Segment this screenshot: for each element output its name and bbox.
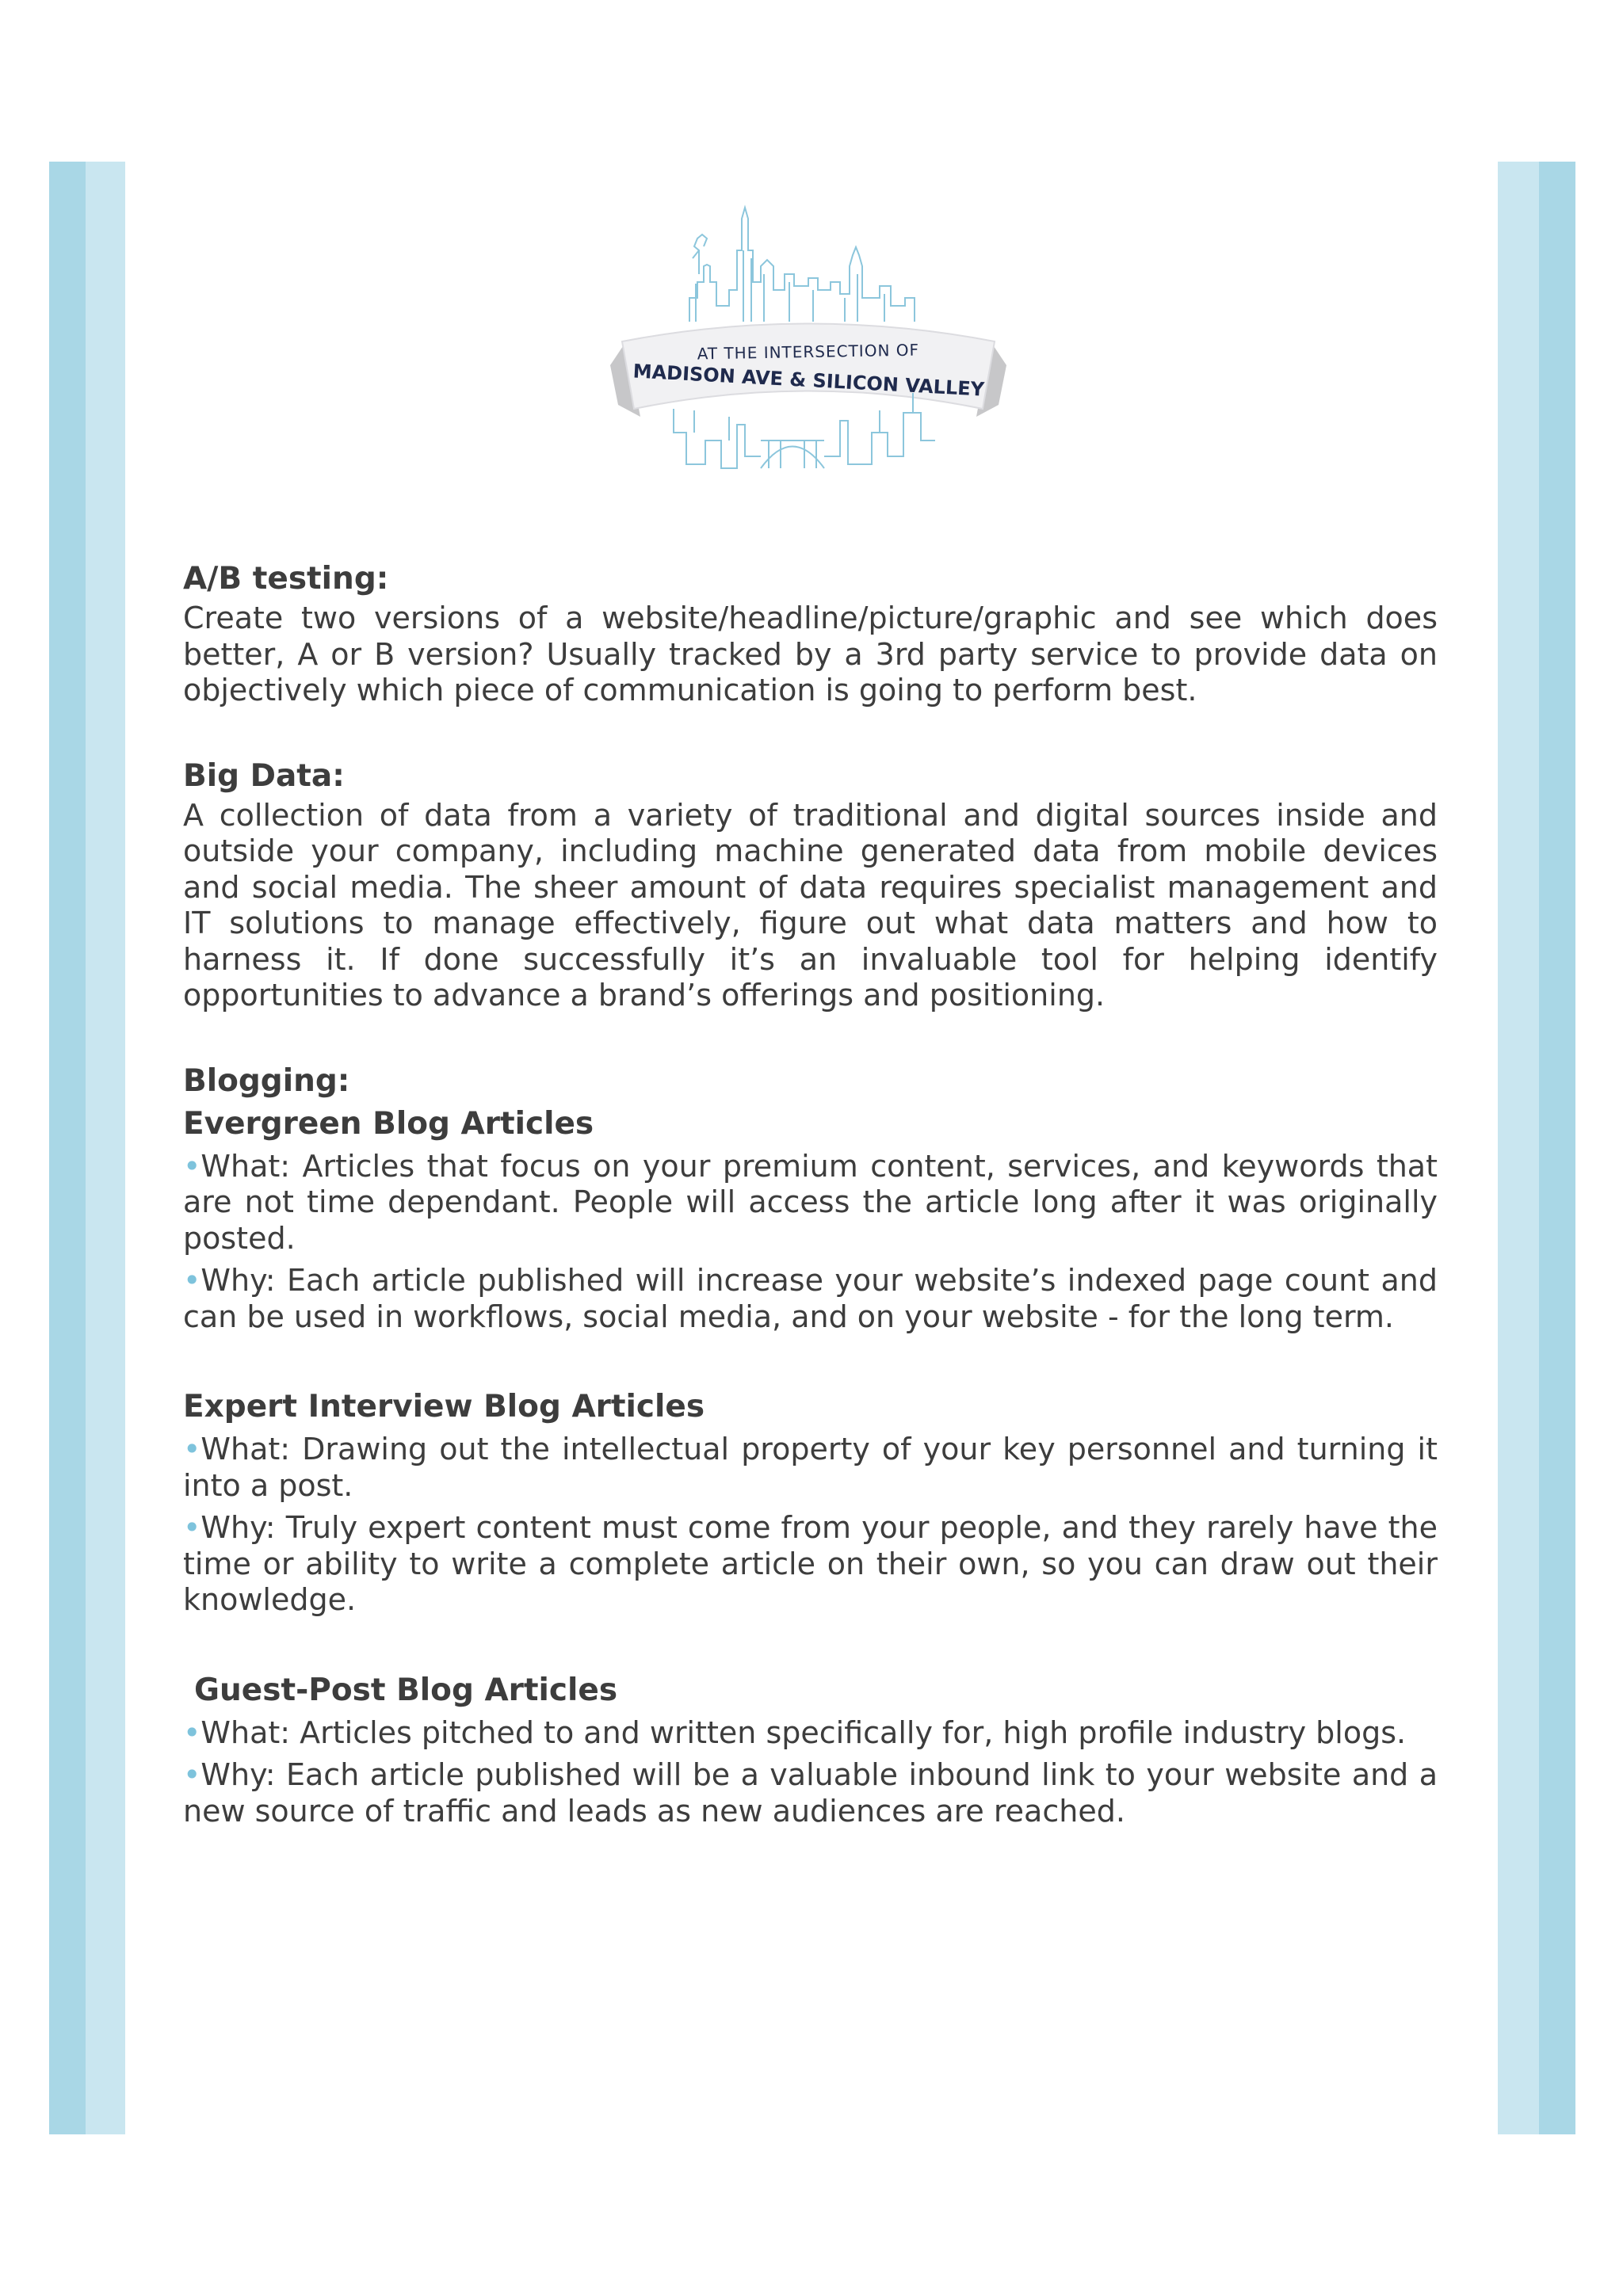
ab-testing-heading: A/B testing: (183, 561, 389, 597)
blogging-heading: Blogging: (183, 1062, 350, 1099)
bullet-icon: • (183, 1432, 201, 1466)
bullet-icon: • (183, 1714, 201, 1750)
big-data-body: A collection of data from a variety of traditional and digital sources inside and outside your company, including machine generated data from mobile devices and social media. The sheer amount of data requires specialist management and IT solutions to manage effectively, figure out what data matters and how to harness it. If done successfully it’s an invaluable tool for helping identify opportunities to advance a brand’s offerings and positioning. (183, 797, 1438, 1013)
left-stripe-inner (86, 162, 125, 2134)
right-stripe-inner (1498, 162, 1539, 2134)
left-stripe-outer (49, 162, 86, 2134)
skyline-logo (610, 203, 1006, 472)
bullet-icon: • (183, 1148, 201, 1184)
evergreen-title: Evergreen Blog Articles (183, 1105, 594, 1142)
bullet-icon: • (183, 1510, 201, 1545)
expert-why: •Why: Truly expert content must come from your people, and they rarely have the time or ability to write a complete article on their own, so you can draw out their knowledge. (183, 1510, 1438, 1617)
guest-why: •Why: Each article published will be a valuable inbound link to your website and a new source of traffic and leads as new audiences are reached. (183, 1757, 1438, 1829)
expert-what: •What: Drawing out the intellectual property of your key personnel and turning it into a post. (183, 1432, 1438, 1503)
bullet-icon: • (183, 1757, 201, 1792)
guest-what: •What: Articles pitched to and written specifically for, high profile industry blogs. (183, 1714, 1407, 1750)
document-body (183, 561, 1438, 1829)
evergreen-what: •What: Articles that focus on your premium content, services, and keywords that are not time dependant. People will access the article long after it was originally posted. (183, 1148, 1438, 1256)
logo-line2: MADISON AVE & SILICON VALLEY (632, 360, 985, 401)
expert-title: Expert Interview Blog Articles (183, 1389, 705, 1425)
evergreen-why: •Why: Each article published will increase your website’s indexed page count and can be used in workflows, social media, and on your website - for the long term. (183, 1263, 1438, 1334)
bullet-icon: • (183, 1263, 201, 1298)
guest-title: Guest-Post Blog Articles (194, 1672, 618, 1708)
logo-line1: AT THE INTERSECTION OF (697, 340, 920, 364)
right-stripe-outer (1539, 162, 1575, 2134)
big-data-heading: Big Data: (183, 757, 345, 794)
ab-testing-body: Create two versions of a website/headline/picture/graphic and see which does better, A or B version? Usually tracked by a 3rd party service to provide data on objectively which piece of communication is going to perform best. (183, 601, 1438, 707)
